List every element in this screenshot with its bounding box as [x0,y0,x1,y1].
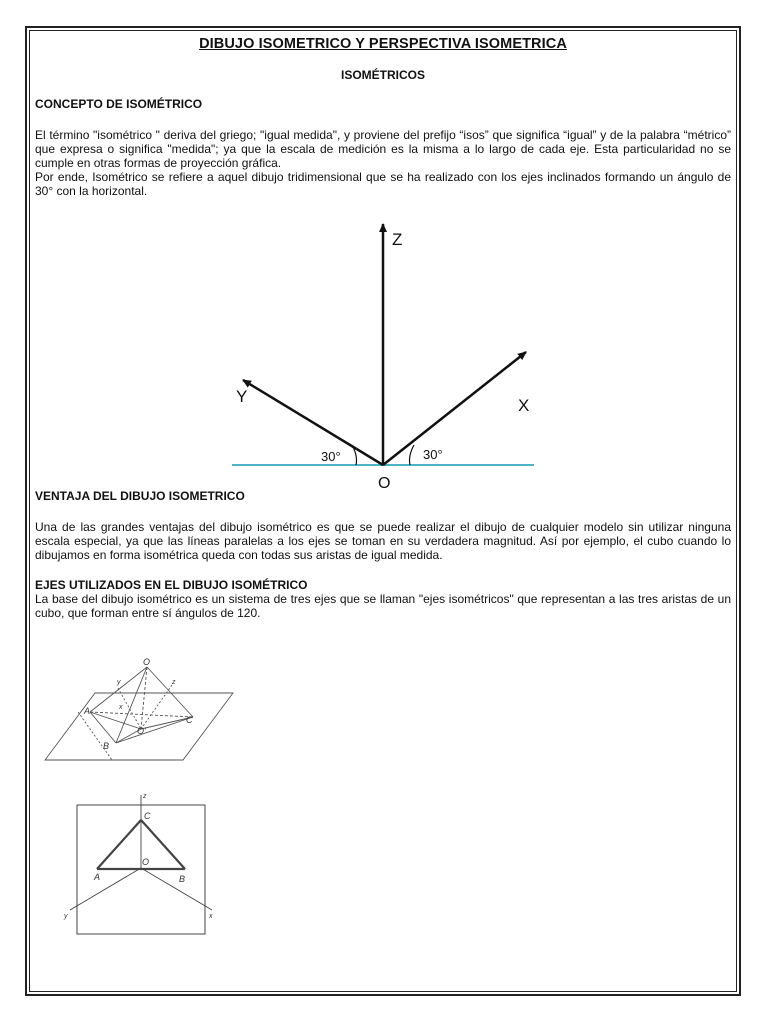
plane-label-c: C [186,715,193,725]
plane-label-x: x [119,704,123,711]
document-subtitle: ISOMÉTRICOS [340,68,425,82]
ventaja-paragraph: Una de las grandes ventajas del dibujo isométrico es que se puede realizar el dibujo de cualquier modelo sin utilizar ninguna escala especial, ya que las líneas paralelas a los ejes se toman en su verdadera magnitud. Así por ejemplo, el cubo cuando lo dibujamos en forma isométrica queda con todas sus aristas de igual medida. [35,520,731,562]
front-y-axis [70,868,141,910]
label-z: Z [392,230,403,249]
front-label-x: x [209,913,213,920]
concepto-paragraph-1: El término "isométrico " deriva del griego; "igual medida", y proviene del prefijo “isos” que significa “igual” y de la palabra “métrico” que expresa o significa "medida"; ya que la escala de medición es la misma a lo largo de cada eje. Esta particularidad no se cumple en otras formas de proyección gráfica. [35,128,731,170]
document-title: DIBUJO ISOMETRICO Y PERSPECTIVA ISOMETRICA [199,36,567,52]
section-heading-ejes: EJES UTILIZADOS EN EL DIBUJO ISOMÉTRICO [35,578,308,592]
section-heading-concepto: CONCEPTO DE ISOMÉTRICO [35,97,203,111]
plane-label-o-center: O' [137,726,146,736]
plane-label-b: B [103,741,110,751]
plane-label-a: A [84,706,91,716]
front-label-y: y [64,913,68,920]
section-heading-ventaja: VENTAJA DEL DIBUJO ISOMETRICO [35,489,245,503]
angle-label-left: 30° [321,449,341,464]
concepto-paragraph-2: Por ende, Isométrico se refiere a aquel dibujo tridimensional que se ha realizado con los ejes inclinados formando un ángulo de 30° con la horizontal. [35,170,731,198]
label-y: Y [236,387,248,406]
front-x-axis [141,868,212,910]
front-label-c: C [144,811,151,821]
plane-label-o-top: O [143,657,151,667]
front-label-z: z [143,793,147,800]
front-label-o: O [142,857,150,867]
front-label-b: B [179,874,186,884]
plane-label-y: y [117,679,121,686]
label-x: X [518,396,530,415]
front-label-a: A [94,872,101,882]
ejes-paragraph: La base del dibujo isométrico es un sistema de tres ejes que se llaman "ejes isométricos" que representan a las tres aristas de un cubo, que forman entre sí ángulos de 120. [35,592,731,620]
plane-label-z: z [172,679,176,686]
label-origin: O [378,475,391,492]
angle-label-right: 30° [423,447,443,462]
